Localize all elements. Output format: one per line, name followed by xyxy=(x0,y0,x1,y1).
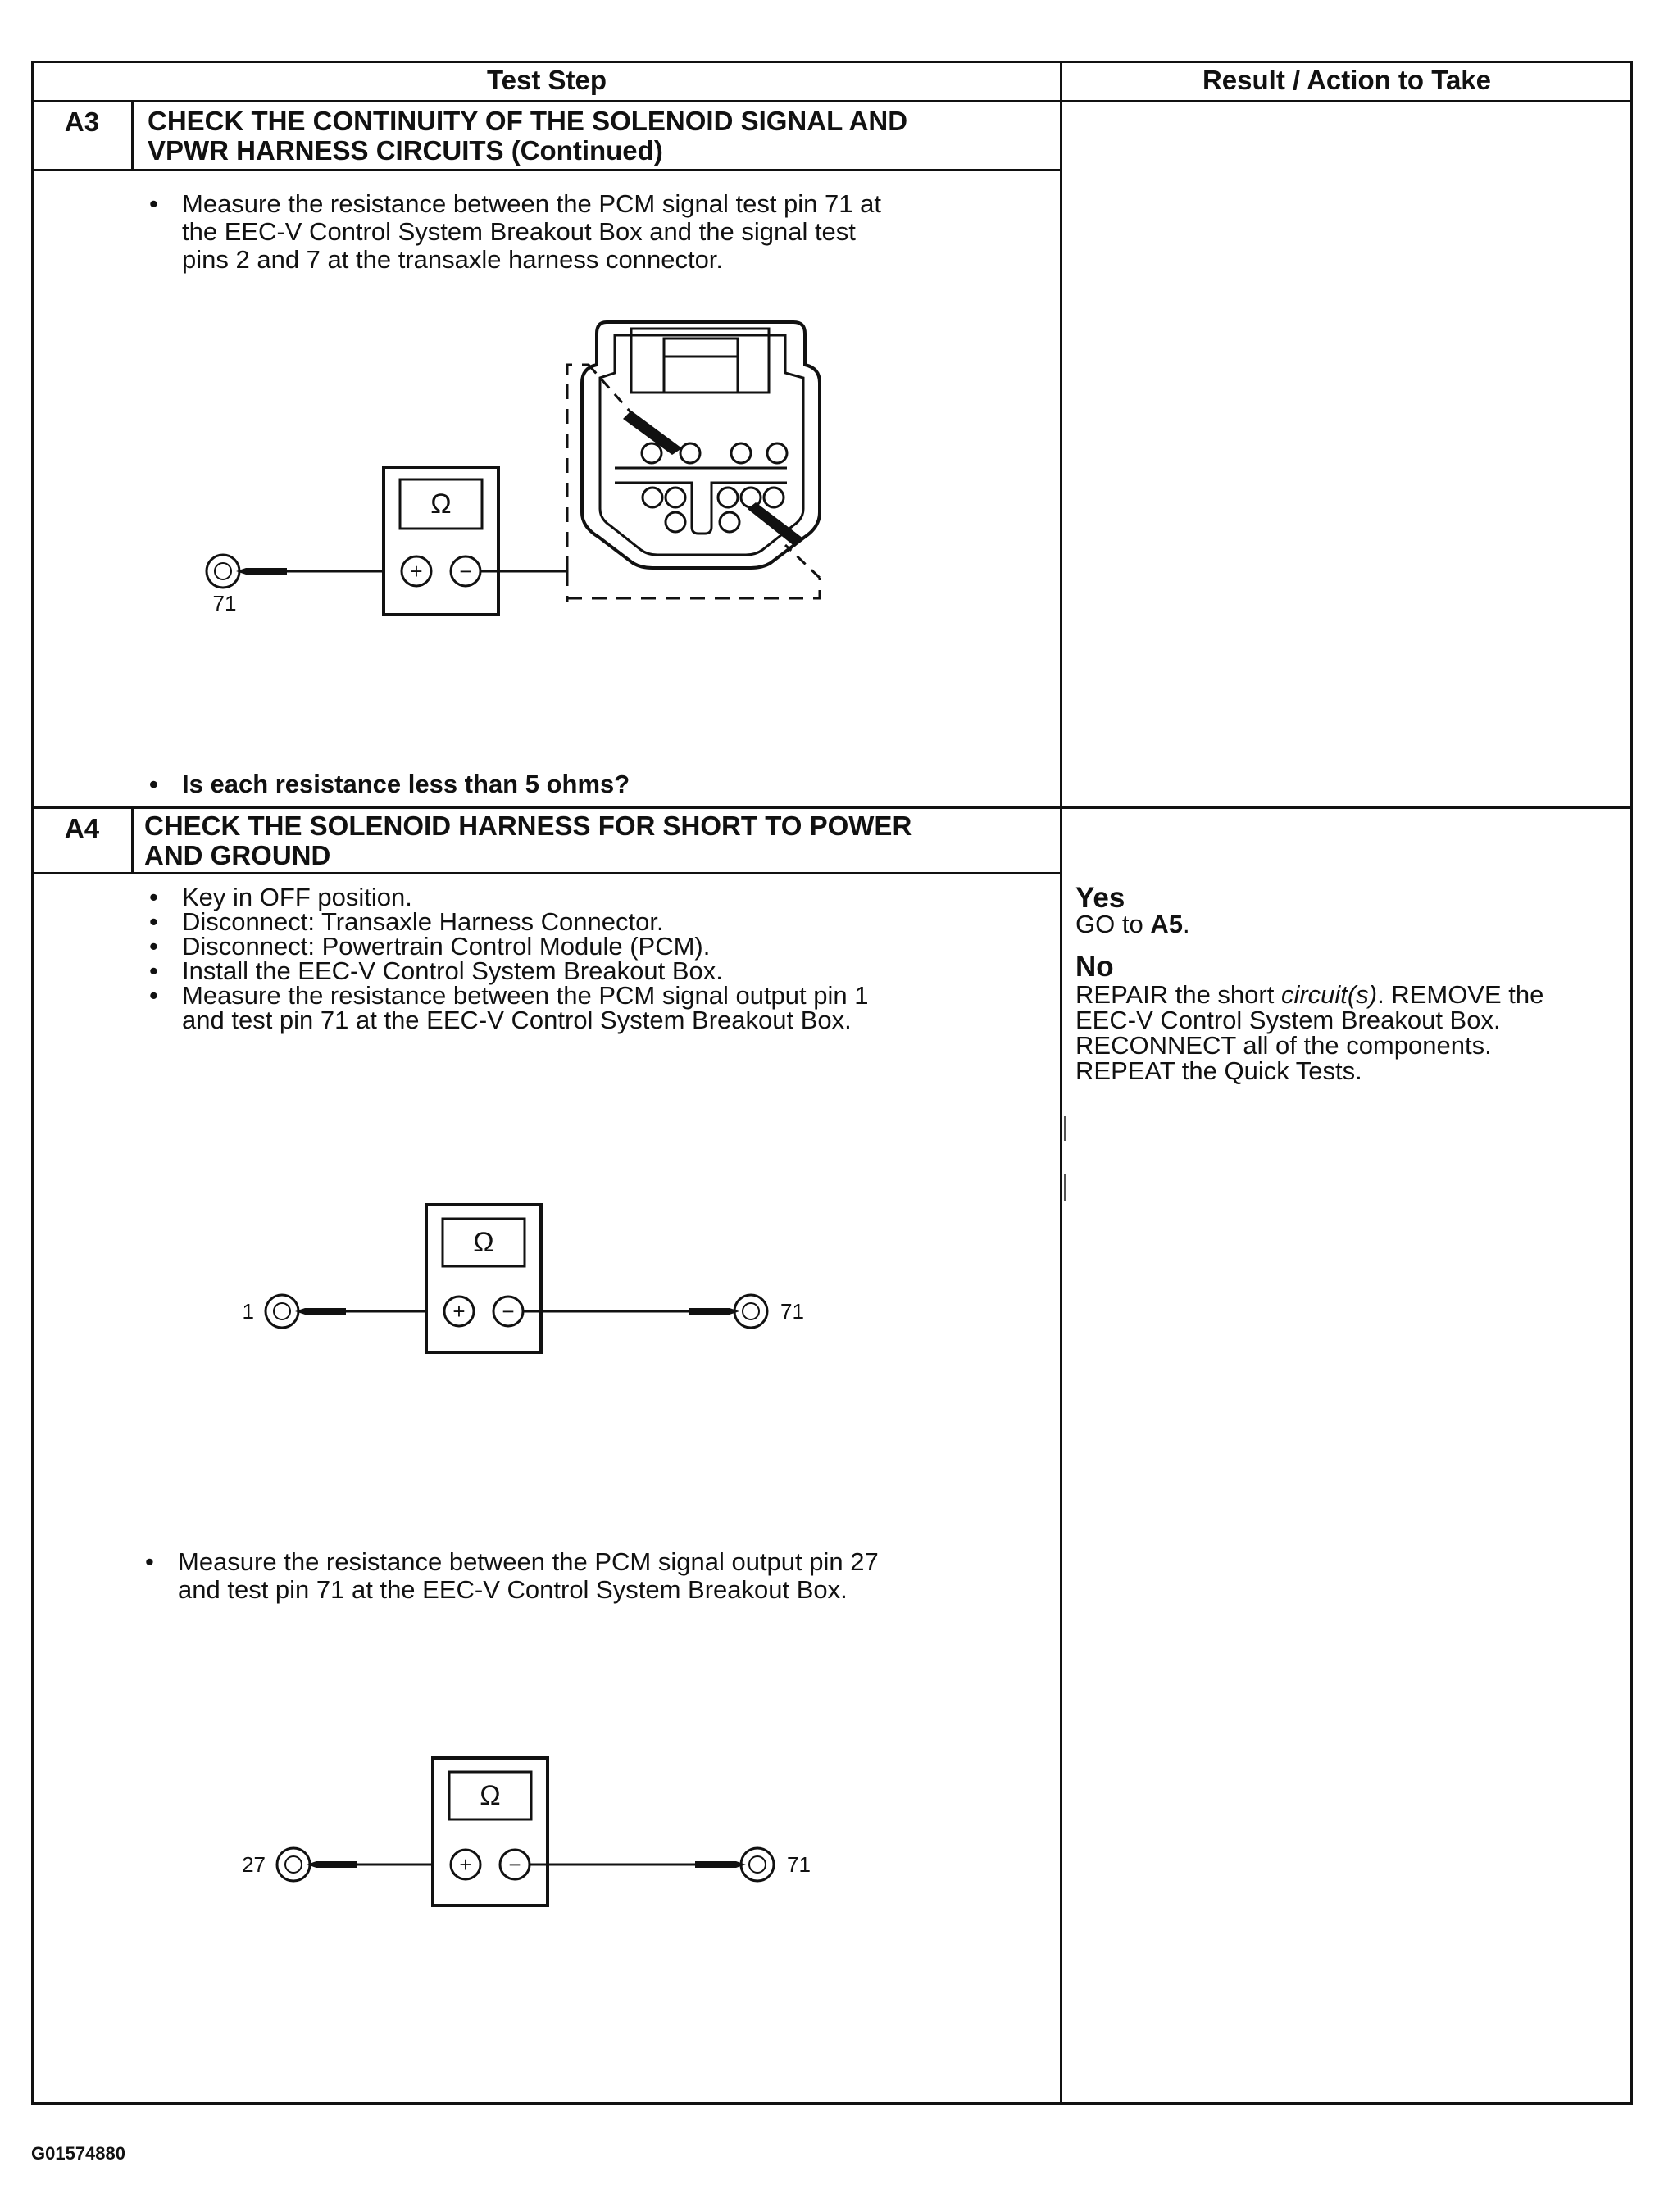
header-test-step: Test Step xyxy=(486,65,607,95)
connector-pin xyxy=(680,443,700,463)
svg-text:+: + xyxy=(459,1852,472,1877)
a4-top-border xyxy=(31,806,1633,809)
probe-arrow-pin-2 xyxy=(623,411,682,455)
result-yes-action: GO to A5. xyxy=(1075,910,1190,938)
a4-meter-figure-pin-27 xyxy=(230,1754,820,1910)
a3-probe-left xyxy=(236,568,287,575)
result-no-label: No xyxy=(1075,951,1114,983)
connector-pin xyxy=(642,443,661,463)
goto-a5-link[interactable]: A5 xyxy=(1150,910,1183,938)
figure-id: G01574880 xyxy=(31,2143,125,2164)
connector-pin xyxy=(666,488,685,507)
a3-pin-71-label: 71 xyxy=(212,591,237,615)
a4-measure-2-list xyxy=(135,1548,1053,1604)
table-left-border xyxy=(31,61,34,2105)
table-top-border xyxy=(31,61,1633,63)
a4-meter-figure-pin-1 xyxy=(230,1201,820,1356)
scan-artifact-line xyxy=(1064,1174,1066,1201)
svg-text:−: − xyxy=(508,1852,521,1877)
step-title-a3-line2: VPWR HARNESS CIRCUITS (Continued) xyxy=(148,135,663,166)
step-title-a4-line1: CHECK THE SOLENOID HARNESS FOR SHORT TO POWER xyxy=(144,811,912,841)
header-bottom-border xyxy=(31,100,1633,102)
connector-pin xyxy=(767,443,787,463)
step-id-a3: A3 xyxy=(64,107,100,137)
connector-pin xyxy=(731,443,751,463)
step-id-a4: A4 xyxy=(64,813,100,843)
step-title-a4 xyxy=(144,811,1046,870)
a4-bullet-measure-1: • Measure the resistance between the PCM signal output pin 1 and test pin 71 at the EEC-V Control System Breakout Box. xyxy=(139,983,1041,1033)
svg-text:−: − xyxy=(502,1299,515,1324)
svg-text:Ω: Ω xyxy=(480,1780,501,1811)
a4-bullet-measure-2: • Measure the resistance between the PCM signal output pin 27 and test pin 71 at the EEC-V Control System Breakout Box. xyxy=(135,1548,1053,1604)
svg-text:Ω: Ω xyxy=(473,1227,494,1258)
connector-pin xyxy=(643,488,662,507)
table-bottom-border xyxy=(31,2102,1633,2105)
a3-title-bottom-border xyxy=(31,169,1062,171)
header-result-action: Result / Action to Take xyxy=(1202,65,1492,95)
a4-id-divider xyxy=(131,806,134,874)
a4-bullet: • Disconnect: Transaxle Harness Connector. xyxy=(139,910,1041,934)
pin-71-label: 71 xyxy=(780,1299,804,1324)
pin-1-terminal xyxy=(266,1295,298,1328)
a3-pin-71-terminal xyxy=(207,555,239,588)
column-divider xyxy=(1060,61,1062,2105)
svg-text:−: − xyxy=(459,559,472,584)
connector-pin xyxy=(764,488,784,507)
a4-title-bottom-border xyxy=(31,872,1062,874)
result-yes-label: Yes xyxy=(1075,882,1125,914)
scan-artifact-line xyxy=(1064,1116,1066,1141)
pin-27-label: 27 xyxy=(242,1852,266,1877)
a3-question-list xyxy=(139,770,1041,798)
a3-instruction-list xyxy=(139,190,1041,274)
a3-question: • Is each resistance less than 5 ohms? xyxy=(139,770,1041,798)
svg-text:+: + xyxy=(452,1299,466,1324)
a3-ohm-symbol: Ω xyxy=(430,488,452,520)
pin-71-label: 71 xyxy=(787,1852,811,1877)
a4-instruction-list xyxy=(139,885,1041,1033)
a3-connector-figure xyxy=(197,307,836,619)
a3-id-divider xyxy=(131,100,134,170)
step-title-a4-line2: AND GROUND xyxy=(144,840,331,870)
a4-bullet: • Disconnect: Powertrain Control Module (PCM). xyxy=(139,934,1041,959)
connector-pin xyxy=(718,488,738,507)
pin-27-terminal xyxy=(277,1848,310,1881)
svg-text:+: + xyxy=(410,559,423,584)
a3-instruction: • Measure the resistance between the PCM signal test pin 71 at the EEC-V Control System Breakout Box and the signal test pins 2 and 7 at the transaxle harness connector. xyxy=(139,190,1041,274)
step-title-a3 xyxy=(148,107,1049,166)
a4-bullet: • Install the EEC-V Control System Breakout Box. xyxy=(139,959,1041,983)
connector-pin xyxy=(666,512,685,532)
a4-bullet: • Key in OFF position. xyxy=(139,885,1041,910)
step-title-a3-line1: CHECK THE CONTINUITY OF THE SOLENOID SIGNAL AND xyxy=(148,106,908,136)
pin-1-label: 1 xyxy=(242,1299,254,1324)
connector-pin xyxy=(720,512,739,532)
result-no-action: REPAIR the short circuit(s). REMOVE the EEC-V Control System Breakout Box. RECONNECT all of the components. REPEAT the Quick Tests. xyxy=(1075,980,1544,1085)
